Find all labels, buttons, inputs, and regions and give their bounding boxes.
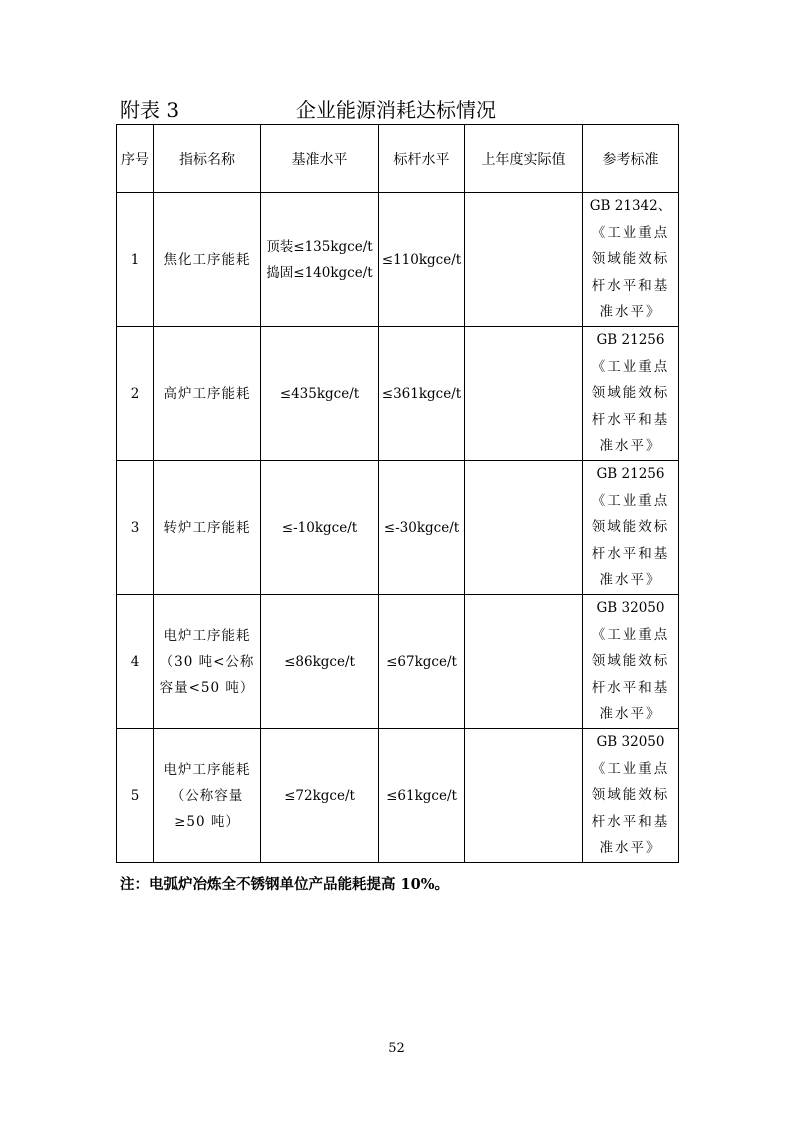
header-baseline: 基准水平 — [261, 125, 379, 193]
table-note: 注：电弧炉冶炼全不锈钢单位产品能耗提高 10%。 — [120, 876, 450, 893]
reference-text: 《工业重点领域能效标杆水平和基准水平》 — [591, 626, 670, 723]
row-indicator: 焦化工序能耗 — [154, 193, 261, 327]
row-benchmark: ≤61kgce/t — [379, 729, 465, 863]
row-benchmark: ≤361kgce/t — [379, 327, 465, 461]
row-indicator: 高炉工序能耗 — [154, 327, 261, 461]
row-reference — [583, 729, 679, 863]
row-baseline — [261, 193, 379, 327]
row-baseline — [261, 729, 379, 863]
baseline-value: ≤435kgce/t — [279, 385, 360, 402]
row-reference — [583, 193, 679, 327]
row-actual-input[interactable] — [465, 595, 583, 729]
reference-text: 《工业重点领域能效标杆水平和基准水平》 — [591, 492, 670, 589]
reference-code: GB 21256 — [596, 332, 665, 349]
table-row — [117, 595, 679, 729]
reference-text: 《工业重点领域能效标杆水平和基准水平》 — [591, 358, 670, 455]
row-actual-input[interactable] — [465, 327, 583, 461]
reference-code: GB 21256 — [596, 466, 665, 483]
row-no: 3 — [117, 461, 154, 595]
header-indicator: 指标名称 — [154, 125, 261, 193]
baseline-value: 顶装≤135kgce/t — [266, 238, 373, 255]
row-baseline — [261, 461, 379, 595]
row-indicator: 电炉工序能耗（公称容量≥50 吨） — [154, 729, 261, 863]
baseline-value: ≤86kgce/t — [284, 653, 355, 670]
row-indicator: 电炉工序能耗（30 吨<公称容量<50 吨） — [154, 595, 261, 729]
reference-code: GB 32050 — [596, 600, 665, 617]
baseline-value: ≤72kgce/t — [284, 787, 355, 804]
table-row — [117, 461, 679, 595]
row-reference — [583, 327, 679, 461]
header-benchmark: 标杆水平 — [379, 125, 465, 193]
row-reference — [583, 595, 679, 729]
row-actual-input[interactable] — [465, 729, 583, 863]
baseline-value: ≤-10kgce/t — [281, 519, 358, 536]
header-no: 序号 — [117, 125, 154, 193]
row-benchmark: ≤110kgce/t — [379, 193, 465, 327]
row-benchmark: ≤-30kgce/t — [379, 461, 465, 595]
row-actual-input[interactable] — [465, 193, 583, 327]
table-row — [117, 729, 679, 863]
table-header-row — [117, 125, 679, 193]
baseline-value: 捣固≤140kgce/t — [266, 264, 373, 281]
attachment-label: 附表 3 — [120, 98, 180, 122]
reference-code: GB 21342、 — [589, 198, 672, 215]
row-baseline — [261, 327, 379, 461]
table-row — [117, 327, 679, 461]
row-no: 4 — [117, 595, 154, 729]
reference-text: 《工业重点领域能效标杆水平和基准水平》 — [591, 760, 670, 857]
row-benchmark: ≤67kgce/t — [379, 595, 465, 729]
row-indicator: 转炉工序能耗 — [154, 461, 261, 595]
row-no: 5 — [117, 729, 154, 863]
energy-standard-table — [116, 124, 679, 863]
page-number: 52 — [388, 1041, 405, 1056]
row-no: 1 — [117, 193, 154, 327]
table-row — [117, 193, 679, 327]
header-reference: 参考标准 — [583, 125, 679, 193]
row-reference — [583, 461, 679, 595]
reference-text: 《工业重点领域能效标杆水平和基准水平》 — [591, 224, 670, 321]
row-no: 2 — [117, 327, 154, 461]
row-actual-input[interactable] — [465, 461, 583, 595]
table-heading — [120, 96, 680, 124]
row-baseline — [261, 595, 379, 729]
header-actual: 上年度实际值 — [465, 125, 583, 193]
table-title: 企业能源消耗达标情况 — [296, 98, 496, 122]
reference-code: GB 32050 — [596, 734, 665, 751]
